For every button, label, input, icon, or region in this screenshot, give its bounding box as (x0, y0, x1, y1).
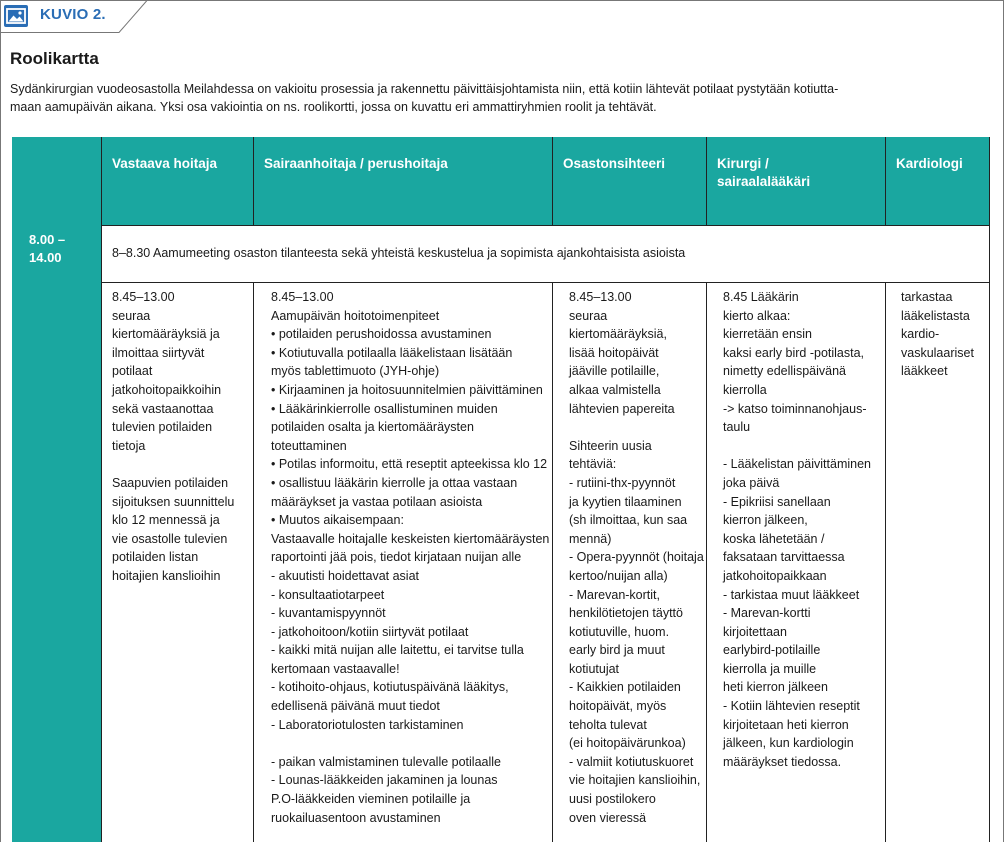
figure-tab (0, 0, 150, 32)
time-range-cell: 8.00 – 14.00 (12, 225, 101, 842)
frame-left-border (0, 32, 1, 842)
role-table (12, 137, 990, 842)
column-divider (885, 283, 886, 842)
header-cell-sairaanhoitaja: Sairaanhoitaja / perushoitaja (254, 137, 552, 225)
row-divider (12, 225, 990, 226)
figure-label: KUVIO 2. (40, 6, 106, 23)
intro-paragraph: Sydänkirurgian vuodeosastolla Meilahdessa on vakioitu prosessia ja rakennettu päivittäisjohtamista niin, että kotiin lähtevät potilaat pystytään kotiutta- maan aamupäivän aikana. Yksi osa vakiointia on ns. roolikortti, jossa on kuvattu eri ammattiryhmien roolit ja tehtävät. (10, 82, 839, 114)
cell-osastonsihteeri: 8.45–13.00 seuraa kiertomääräyksiä, lisää hoitopäivät jääville potilaille, alkaa valmistella lähtevien papereita Sihteerin uusia tehtäviä: - rutiini-thx-pyynnöt ja kyytien tilaaminen (sh ilmoittaa, kun saa mennä) - Opera-pyynnöt (hoitaja kertoo/nuijan alla) - Marevan-kortit, henkilötietojen täyttö kotiutuville, huom. early bird ja muut kotiutujat - Kaikkien potilaiden hoitopäivät, myös teholta tulevat (ei hoitopäivärunkoa) - valmiit kotiutuskuoret vie hoitajien kanslioihin, uusi postilokero oven vieressä (569, 290, 704, 825)
header-divider (253, 137, 254, 225)
column-divider (552, 283, 553, 842)
meeting-row-text: 8–8.30 Aamumeeting osaston tilanteesta sekä yhteistä keskustelua ja sopimista ajankohtaisista asioista (112, 246, 686, 260)
header-cell-osastonsihteeri: Osastonsihteeri (553, 137, 706, 225)
column-divider (706, 283, 707, 842)
frame-top-border (147, 0, 1004, 1)
column-divider (101, 225, 102, 842)
cell-sairaanhoitaja: 8.45–13.00 Aamupäivän hoitotoimenpiteet • potilaiden perushoidossa avustaminen • Kotiutuvalla potilaalla lääkelistaan lisätään myös tablettimuoto (JYH-ohje) • Kirjaaminen ja hoitosuunnitelmien päivittäminen • Lääkärinkierrolle osallistuminen muiden potilaiden osalta ja kiertomääräysten toteuttaminen • Potilas informoitu, että reseptit apteekissa klo 12 • osallistuu lääkärin kierrolle ja ottaa vastaan määräykset ja vastaa potilaan asioista • Muutos aikaisempaan: Vastaavalle hoitajalle keskeisten kiertomääräysten raportointi jää pois, tiedot kirjataan nuijan alle - akuutisti hoidettavat asiat - konsultaatiotarpeet - kuvantamispyynnöt - jatkohoitoon/kotiin siirtyvät potilaat - kaikki mitä nuijan alle laitettu, ei tarvitse tulla kertomaan vastaavalle! - kotihoito-ohjaus, kotiutuspäivänä lääkitys, edellisenä päivänä muut tiedot - Laboratoriotulosten tarkistaminen - paikan valmistaminen tulevalle potilaalle - Lounas-lääkkeiden jakaminen ja lounas P.O-lääkkeiden vieminen potilaille ja ruokailuasentoon avustaminen (271, 290, 550, 825)
image-icon (4, 5, 28, 27)
header-divider (885, 137, 886, 225)
cell-vastaava-hoitaja: 8.45–13.00 seuraa kiertomääräyksiä ja ilmoittaa siirtyvät potilaat jatkohoitopaikkoihin sekä vastaanottaa tulevien potilaiden tietoja Saapuvien potilaiden sijoituksen suunnittelu klo 12 mennessä ja vie osastolle tulevien potilaiden listan hoitajien kanslioihin (112, 290, 235, 583)
header-divider (552, 137, 553, 225)
header-cell-kardiologi: Kardiologi (886, 137, 990, 225)
cell-kirurgi: 8.45 Lääkärin kierto alkaa: kierretään ensin kaksi early bird -potilasta, nimetty edellispäivänä kierrolla -> katso toiminnanohjaus- taulu - Lääkelistan päivittäminen joka päivä - Epikriisi sanellaan kierron jälkeen, koska lähetetään / faksataan tarvittaessa jatkohoitopaikkaan - tarkistaa muut lääkkeet - Marevan-kortti kirjoitettaan earlybird-potilaille kierrolla ja muille heti kierron jälkeen - Kotiin lähtevien reseptit kirjoitetaan heti kierron jälkeen, kun kardiologin määräykset tiedossa. (723, 290, 871, 769)
row-divider (101, 282, 990, 283)
table-right-border (989, 137, 990, 842)
header-cell-vastaava-hoitaja: Vastaava hoitaja (102, 137, 253, 225)
header-cell-kirurgi: Kirurgi / sairaalalääkäri (707, 137, 885, 225)
header-cell-time (12, 137, 101, 225)
header-divider (101, 137, 102, 225)
page-title: Roolikartta (10, 49, 99, 68)
header-divider (706, 137, 707, 225)
column-divider (253, 283, 254, 842)
cell-kardiologi: tarkastaa lääkelistasta kardio- vaskulaariset lääkkeet (901, 290, 974, 379)
